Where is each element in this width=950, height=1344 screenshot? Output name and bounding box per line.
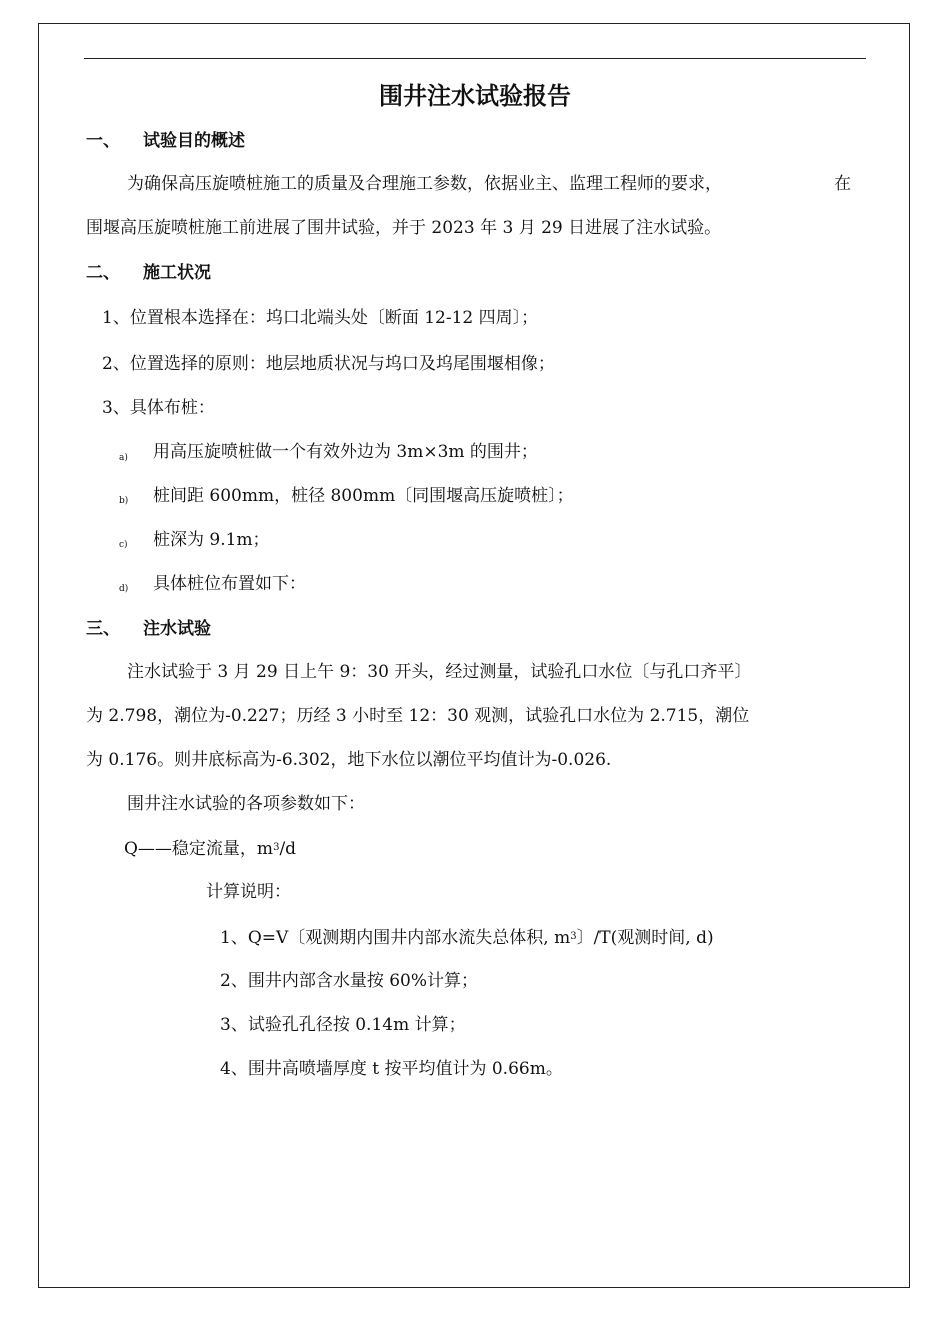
params-intro: 围井注水试验的各项参数如下：	[127, 794, 365, 814]
calc-item-1	[220, 926, 714, 949]
calc-item-2: 2、围井内部含水量按 60%计算；	[220, 971, 479, 991]
s2-sub-c-mark: c)	[119, 540, 128, 550]
header-rule	[84, 58, 866, 59]
s1-para-line2: 围堰高压旋喷桩施工前进展了围井试验，并于 2023 年 3 月 29 日进展了注水试验。	[86, 218, 722, 238]
calc-item-1-prefix: 1、Q=V〔观测期内围井内部水流失总体积, m	[220, 928, 571, 948]
section-1-number: 一、	[86, 131, 120, 151]
s3-para-line2: 为 2.798，潮位为-0.227；历经 3 小时至 12：30 观测，试验孔口水位为 2.715，潮位	[86, 706, 750, 726]
s2-sub-d-text: 具体桩位布置如下：	[153, 574, 306, 594]
q-definition-prefix: Q——稳定流量，m	[124, 839, 274, 859]
calc-item-1-unit-sup: 3	[570, 931, 577, 942]
s3-para-line1: 注水试验于 3 月 29 日上午 9：30 开头，经过测量，试验孔口水位〔与孔口齐平〕	[127, 662, 752, 682]
section-1-heading: 试验目的概述	[143, 131, 245, 151]
page-frame	[38, 23, 910, 1288]
s2-sub-b-text: 桩间距 600mm，桩径 800mm〔同围堰高压旋喷桩〕；	[153, 486, 574, 506]
s2-sub-a-text: 用高压旋喷桩做一个有效外边为 3m×3m 的围井；	[153, 442, 538, 462]
section-3-number: 三、	[86, 619, 120, 639]
s2-sub-d-mark: d)	[119, 584, 129, 594]
s2-sub-c-text: 桩深为 9.1m；	[153, 530, 270, 550]
section-2-number: 二、	[86, 263, 120, 283]
section-2-heading: 施工状况	[143, 263, 211, 283]
s2-sub-b-mark: b)	[119, 496, 129, 506]
q-definition-unit-sup: 3	[273, 842, 280, 853]
s1-para-line1-end: 在	[834, 174, 851, 194]
s1-para-line1: 为确保高压旋喷桩施工的质量及合理施工参数，依据业主、监理工程师的要求，	[127, 174, 722, 194]
calc-item-1-suffix: 〕/T(观测时间, d)	[576, 928, 714, 948]
calc-item-3: 3、试验孔孔径按 0.14m 计算；	[220, 1015, 466, 1035]
s2-item-2: 2、位置选择的原则：地层地质状况与坞口及坞尾围堰相像；	[102, 354, 555, 374]
document-title: 围井注水试验报告	[379, 82, 571, 110]
calc-title: 计算说明：	[206, 882, 291, 902]
s2-sub-a-mark: a)	[119, 453, 128, 463]
q-definition	[124, 837, 296, 860]
section-3-heading: 注水试验	[143, 619, 211, 639]
s2-item-1: 1、位置根本选择在：坞口北端头处〔断面 12-12 四周〕；	[102, 308, 539, 328]
calc-item-4: 4、围井高喷墙厚度 t 按平均值计为 0.66m。	[220, 1059, 563, 1079]
s3-para-line3: 为 0.176。则井底标高为-6.302，地下水位以潮位平均值计为-0.026.	[86, 750, 612, 770]
s2-item-3: 3、具体布桩：	[102, 398, 215, 418]
q-definition-suffix: /d	[279, 839, 297, 859]
